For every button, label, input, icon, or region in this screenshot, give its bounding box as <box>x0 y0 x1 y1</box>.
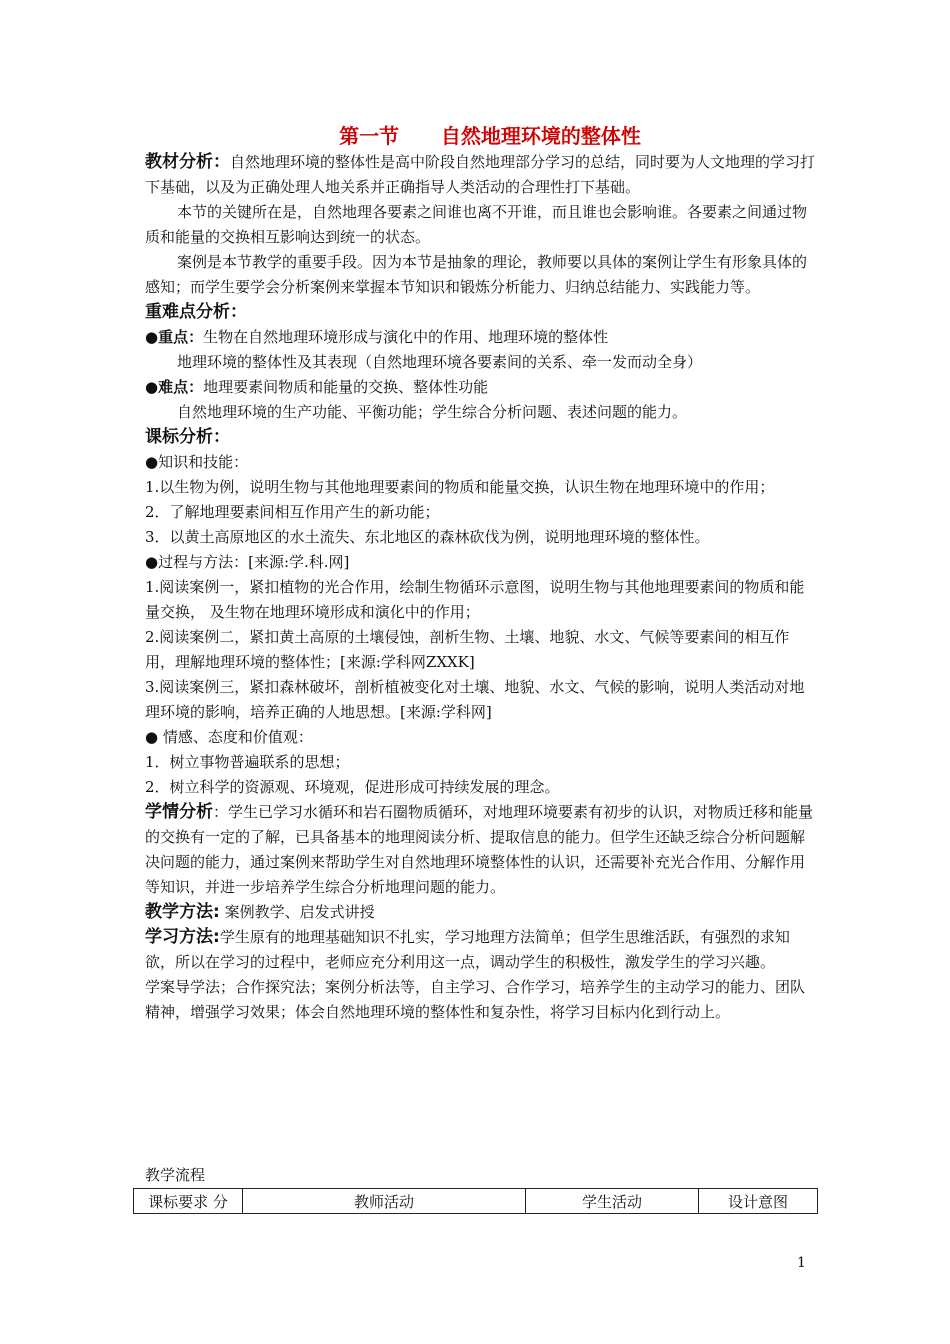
textbook-analysis-heading: 教材分析： <box>145 152 230 172</box>
learning-method-text: 学生原有的地理基础知识不扎实，学习地理方法简单；但学生思维活跃，有强烈的求知欲，所以在学习的过程中，老师应充分利用这一点，调动学生的积极性，激发学生的学习兴趣。 <box>145 928 790 971</box>
table-row <box>134 1189 818 1214</box>
list-item: 1.以生物为例，说明生物与其他地理要素间的物质和能量交换，认识生物在地理环境中的作用； <box>145 478 775 496</box>
knowledge-skills-title: ●知识和技能： <box>145 453 249 471</box>
key-point-text: 生物在自然地理环境形成与演化中的作用、地理环境的整体性 <box>203 328 609 346</box>
curriculum-heading: 课标分析： <box>145 427 230 447</box>
difficult-point-label: 难点： <box>158 378 204 396</box>
learning-method-para2: 学案导学法；合作探究法；案例分析法等，自主学习、合作学习，培养学生的主动学习的能力、团队精神，增强学习效果；体会自然地理环境的整体性和复杂性，将学习目标内化到行动上。 <box>145 978 806 1021</box>
key-difficult-heading: 重难点分析： <box>145 302 247 322</box>
learning-method-heading: 学习方法: <box>145 927 220 947</box>
key-point-text2: 地理环境的整体性及其表现（自然地理环境各要素间的关系、牵一发而动全身） <box>177 353 703 371</box>
page-title: 第一节 自然地理环境的整体性 <box>339 124 641 148</box>
list-item: 2.阅读案例二，紧扣黄土高原的土壤侵蚀，剖析生物、土壤、地貌、水文、气候等要素间的相互作用，理解地理环境的整体性；[来源:学科网ZXXK] <box>145 628 790 671</box>
difficult-point-text2: 自然地理环境的生产功能、平衡功能；学生综合分析问题、表述问题的能力。 <box>177 403 688 421</box>
list-item: 1.阅读案例一，紧扣植物的光合作用，绘制生物循环示意图，说明生物与其他地理要素间的物质和能量交换， 及生物在地理环境形成和演化中的作用； <box>145 578 805 621</box>
list-item: 2．了解地理要素间相互作用产生的新功能； <box>145 503 440 521</box>
teaching-method-paragraph <box>145 900 815 925</box>
list-item: 3．以黄土高原地区的水土流失、东北地区的森林砍伐为例，说明地理环境的整体性。 <box>145 528 710 546</box>
table-header-cell: 教师活动 <box>243 1189 526 1214</box>
list-item: 1．树立事物普遍联系的思想； <box>145 753 350 771</box>
textbook-analysis-para2: 本节的关键所在是，自然地理各要素之间谁也离不开谁，而且谁也会影响谁。各要素之间通过物质和能量的交换相互影响达到统一的状态。 <box>145 203 808 246</box>
bullet-icon: ● <box>145 328 159 346</box>
bullet-icon: ● <box>145 378 159 396</box>
student-analysis-paragraph <box>145 800 815 900</box>
key-point-label: 重点： <box>158 328 204 346</box>
page-number: 1 <box>797 1255 806 1271</box>
table-header-cell: 学生活动 <box>526 1189 699 1214</box>
list-item: 2．树立科学的资源观、环境观，促进形成可持续发展的理念。 <box>145 778 560 796</box>
teaching-method-text: 案例教学、启发式讲授 <box>219 903 375 921</box>
learning-method-paragraph <box>145 925 815 975</box>
key-point-line <box>145 325 815 350</box>
teaching-flow-label: 教学流程 <box>145 1166 206 1184</box>
list-item: 3.阅读案例三，紧扣森林破坏，剖析植被变化对土壤、地貌、水文、气候的影响，说明人类活动对地理环境的影响，培养正确的人地思想。[来源:学科网] <box>145 678 805 721</box>
difficult-point-line <box>145 375 815 400</box>
process-method-title: ●过程与方法：[来源:学.科.网] <box>145 553 350 571</box>
teaching-flow-table <box>133 1188 818 1214</box>
attitude-values-title: ● 情感、态度和价值观： <box>145 728 313 746</box>
textbook-analysis-para3: 案例是本节教学的重要手段。因为本节是抽象的理论，教师要以具体的案例让学生有形象具体的感知；而学生要学会分析案例来掌握本节知识和锻炼分析能力、归纳总结能力、实践能力等。 <box>145 253 808 296</box>
document-body <box>145 122 815 1025</box>
difficult-point-text: 地理要素间物质和能量的交换、整体性功能 <box>203 378 489 396</box>
textbook-analysis-text: 自然地理环境的整体性是高中阶段自然地理部分学习的总结，同时要为人文地理的学习打下基础，以及为正确处理人地关系并正确指导人类活动的合理性打下基础。 <box>145 153 816 196</box>
table-header-cell: 课标要求 分 <box>134 1189 243 1214</box>
student-analysis-heading: 学情分析 <box>145 802 213 822</box>
teaching-method-heading: 教学方法: <box>145 902 220 922</box>
table-header-cell: 设计意图 <box>699 1189 818 1214</box>
student-analysis-text: ：学生已学习水循环和岩石圈物质循环，对地理环境要素有初步的认识，对物质迁移和能量的交换有一定的了解，已具备基本的地理阅读分析、提取信息的能力。但学生还缺乏综合分析问题解决问题的能力，通过案例来帮助学生对自然地理环境整体性的认识，还需要补充光合作用、分解作用等知识，并进一步培养学生综合分析地理问题的能力。 <box>145 803 814 896</box>
textbook-analysis-paragraph <box>145 150 815 200</box>
